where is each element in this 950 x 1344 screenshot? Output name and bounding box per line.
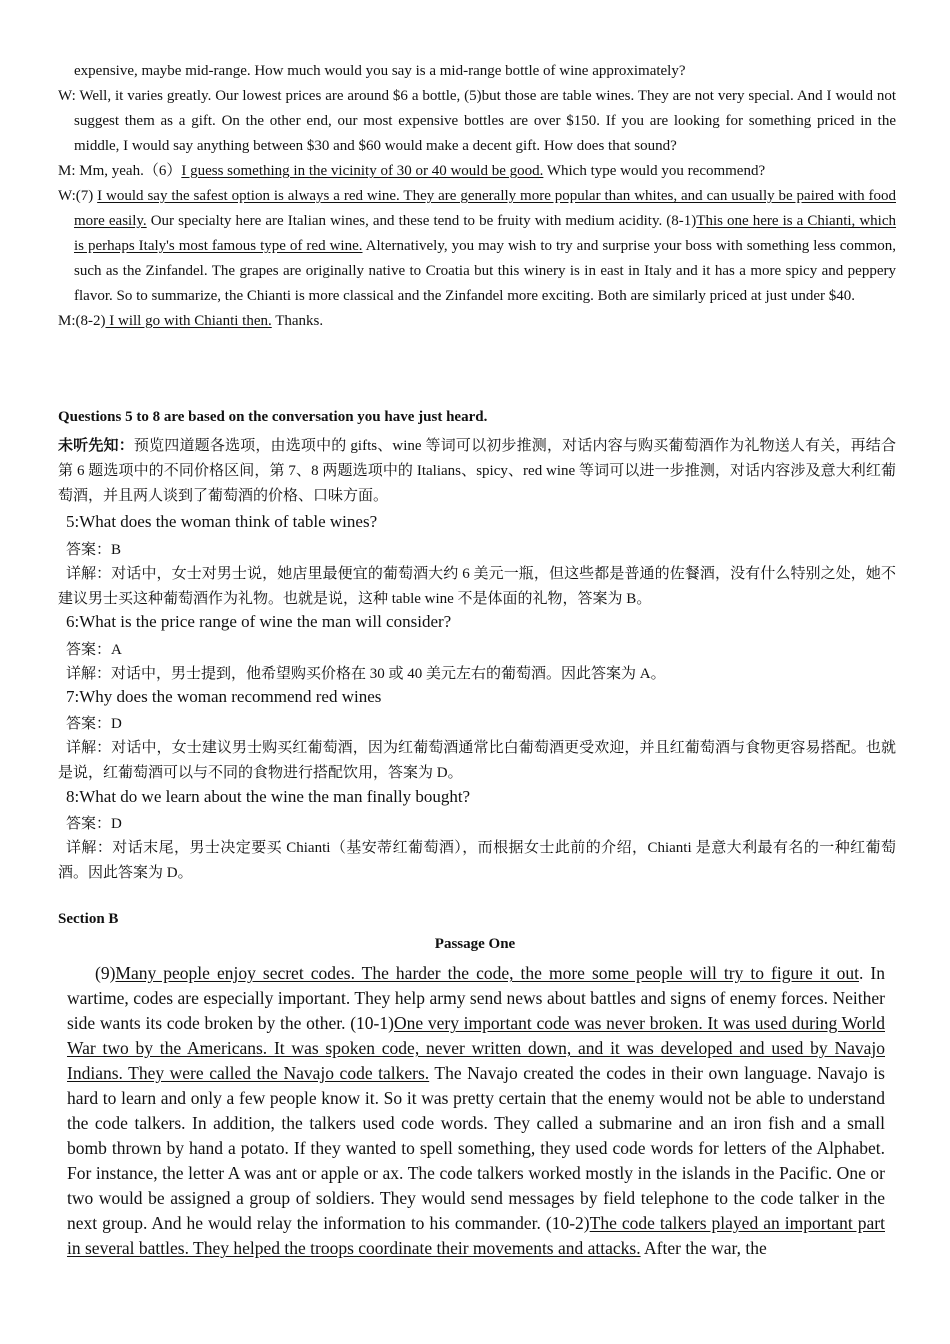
passage-body: [67, 961, 885, 1261]
answer-6: 答案：A: [66, 642, 122, 658]
explanation-5: 详解：对话中，女士对男士说，她店里最便宜的葡萄酒大约 6 美元一瓶，但这些都是普通的佐餐酒，没有什么特别之处，她不建议男士买这种葡萄酒作为礼物。也就是说，这种 table wine 不是体面的礼物，答案为 B。: [58, 566, 896, 607]
underlined-answer-text: I guess something in the vicinity of 30 or 40 would be good.: [181, 163, 544, 179]
conversation-transcript: [58, 59, 896, 334]
answer-5: 答案：B: [66, 542, 122, 558]
preview-label: 未听先知：: [58, 438, 134, 454]
underlined-answer-text: This one here is a Chianti, which is perhaps Italy's most famous type of red wine.: [74, 213, 897, 254]
passage-text: After the war, the: [640, 1238, 767, 1258]
conversation-text: Which type would you recommend?: [543, 163, 766, 179]
underlined-answer-text: Many people enjoy secret codes. The harder the code, the more some people will try to figure it out: [115, 963, 859, 983]
underlined-answer-text: The code talkers played an important part in several battles. They helped the troops coordinate their movements and attacks.: [67, 1213, 885, 1258]
preview-text: 预览四道题各选项，由选项中的 gifts、wine 等词可以初步推测，对话内容与购买葡萄酒作为礼物送人有关，再结合第 6 题选项中的不同价格区间，第 7、8 两题选项中的 Italians、spicy、red wine 等词可以进一步推测，对话内容涉及意大利红葡萄酒，并且两人谈到了葡萄酒的价格、口味方面。: [58, 438, 896, 504]
speaker-label: M:(8-2): [58, 313, 106, 329]
passage-title: Passage One: [434, 936, 516, 952]
explanation-8: 详解：对话末尾，男士决定要买 Chianti（基安蒂红葡萄酒），而根据女士此前的介绍，Chianti 是意大利最有名的一种红葡萄酒。因此答案为 D。: [58, 840, 896, 881]
conversation-text: Alternatively, you may wish to try and surprise your boss with something less common, such as the Zinfandel. The grapes are originally native to Croatia but this winery is in east in Italy and it has a more spicy and peppery flavor. So to summarize, the Chianti is more classical and the Zinfandel more exciting. Both are similarly priced at just under $40.: [74, 238, 896, 304]
conversation-line: expensive, maybe mid-range. How much would you say is a mid-range bottle of wine approximately?: [74, 63, 686, 79]
question-5: 5:What does the woman think of table wines?: [66, 512, 378, 531]
conversation-line-woman: W: Well, it varies greatly. Our lowest prices are around $6 a bottle, (5)but those are table wines. They are not very special. And I would not suggest them as a gift. On the other end, our most expensive bottles are over $150. If you are looking for something priced in the middle, I would say anything between $30 and $60 would make a decent gift. How does that sound?: [58, 88, 896, 154]
section-heading: Section B: [58, 911, 119, 927]
explanation-7: 详解：对话中，女士建议男士购买红葡萄酒，因为红葡萄酒通常比白葡萄酒更受欢迎，并且红葡萄酒与食物更容易搭配。也就是说，红葡萄酒可以与不同的食物进行搭配饮用，答案为 D。: [58, 740, 896, 781]
explanation-6: 详解：对话中，男士提到，他希望购买价格在 30 或 40 美元左右的葡萄酒。因此答案为 A。: [66, 666, 666, 682]
underlined-answer-text: I will go with Chianti then.: [105, 313, 272, 329]
conversation-text: Our specialty here are Italian wines, and these tend to be fruity with medium acidity. (8-1): [146, 213, 697, 229]
passage-text: The Navajo created the codes in their own language. Navajo is hard to learn and only a few people know it. So it was pretty certain that the enemy would not be able to understand the code talkers. In addition, the talkers used code words. They called a submarine and an iron fish and a small bomb thrown by hand a potato. If they wanted to spell something, they used code words for letters of the Alphabet. For instance, the letter A was ant or apple or ax. The code talkers worked mostly in the islands in the Pacific. One or two would be assigned a group of soldiers. They would send messages by field telephone to the code talker in the next group. And he would relay the information to his commander. (10-2): [67, 1063, 885, 1233]
speaker-label: M: Mm, yeah.（6）: [58, 163, 182, 179]
answer-8: 答案：D: [66, 816, 122, 832]
question-marker: (9): [95, 963, 116, 983]
underlined-answer-text: One very important code was never broken. It was used during World War two by the Americans. It was spoken code, never written down, and it was developed and used by Navajo Indians. They were called the Navajo code talkers.: [67, 1013, 885, 1083]
preview-note: [58, 434, 896, 509]
conversation-line-man: [58, 309, 896, 334]
passage-text: . In wartime, codes are especially important. They help army send news about battles and signs of enemy forces. Neither side wants its code broken by the other. (10-1): [67, 963, 885, 1033]
speaker-label: W:(7): [58, 188, 98, 204]
conversation-line-woman: [58, 184, 896, 309]
answer-7: 答案：D: [66, 716, 122, 732]
conversation-text: Thanks.: [271, 313, 324, 329]
question-6: 6:What is the price range of wine the man will consider?: [66, 612, 452, 631]
questions-header: Questions 5 to 8 are based on the conversation you have just heard.: [58, 409, 488, 425]
question-7: 7:Why does the woman recommend red wines: [66, 687, 382, 706]
underlined-answer-text: I would say the safest option is always a red wine. They are generally more popular than whites, and can usually be paired with food more easily.: [74, 188, 896, 229]
question-8: 8:What do we learn about the wine the man finally bought?: [66, 787, 471, 806]
conversation-line-man: [58, 159, 896, 184]
